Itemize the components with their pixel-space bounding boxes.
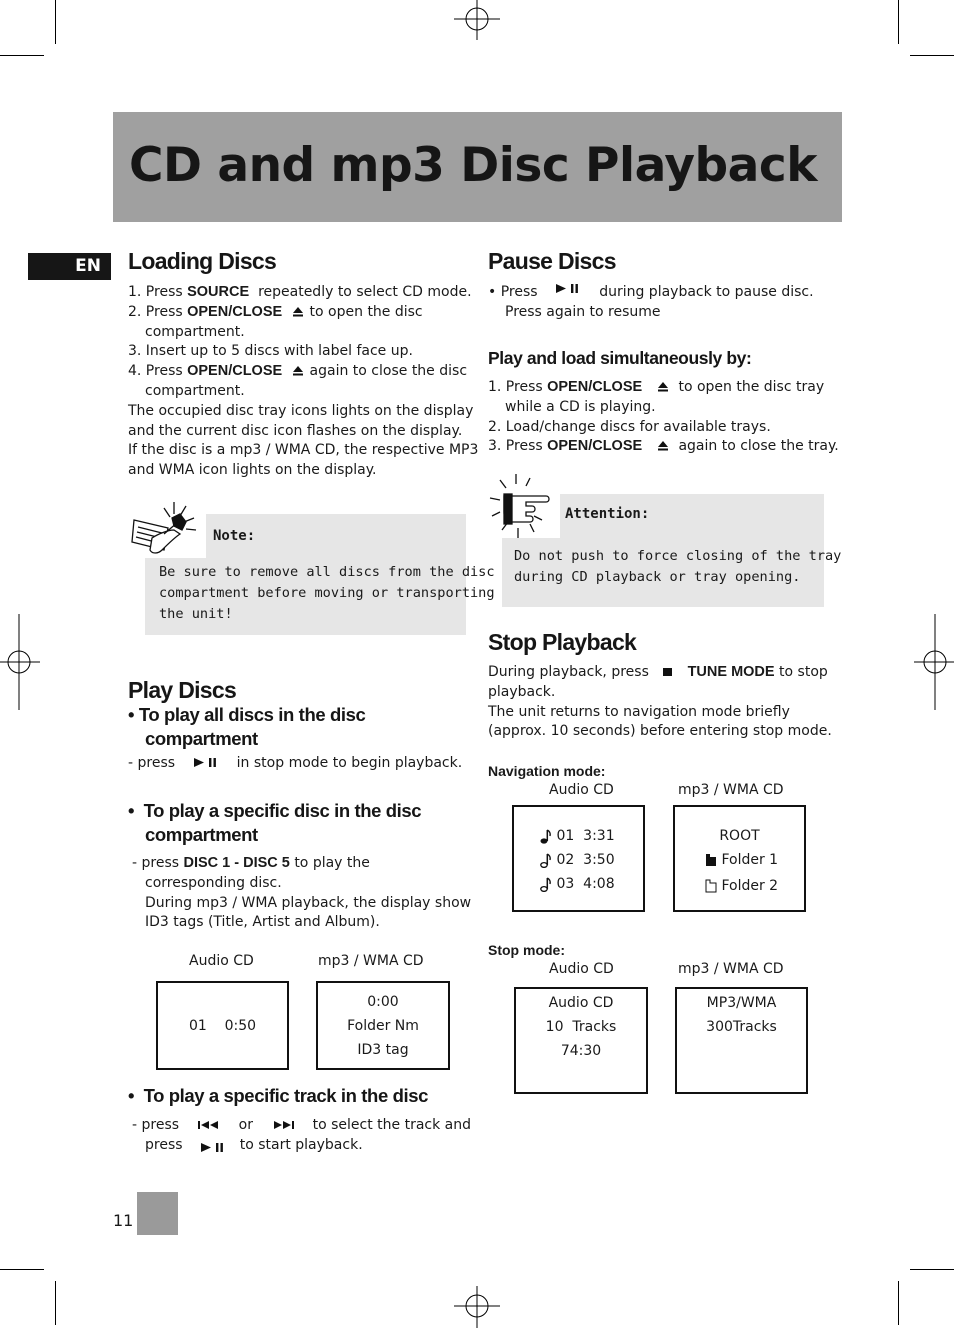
play-all-subheading [128,703,365,751]
step-text: 3. Insert up to 5 discs with label face up. [128,343,413,360]
subheading-line: • To play all discs in the disc [128,704,366,725]
folder-root-text: ROOT [719,828,760,844]
eject-icon [656,440,670,452]
track-text: 02 3:50 [556,852,615,868]
instruction-text: - press [132,855,180,871]
step-text: repeatedly to select CD mode. [258,284,472,300]
play-specific-disc-instruction [132,854,471,933]
subheading-line: compartment [145,824,258,845]
crop-mark [55,1281,56,1325]
play-load-heading: Play and load simultaneously by: [488,348,752,368]
instruction-text: or [238,1117,253,1133]
music-note-outline-icon [540,852,552,868]
play-pause-icon [193,757,219,769]
registration-mark-icon [914,614,954,710]
display-caption-mp3: mp3 / WMA CD [318,953,424,969]
display-text: Folder Nm [347,1018,419,1034]
loading-discs-steps [128,283,478,481]
display-caption-mp3: mp3 / WMA CD [678,782,784,798]
play-specific-disc-subheading [128,799,421,847]
crop-mark [910,1269,954,1270]
music-note-icon [540,828,552,844]
eject-icon [291,306,305,318]
attention-label: Attention: [565,506,650,522]
display-text: Audio CD [548,995,614,1011]
display-audio-cd [156,981,289,1070]
note-label: Note: [213,528,256,544]
play-pause-icon [200,1142,226,1154]
stop-mode-label: Stop mode: [488,942,565,958]
instruction-text: to start playback. [239,1136,363,1153]
open-close-key: OPEN/CLOSE [547,438,643,455]
note-line: compartment before moving or transporting [159,585,495,601]
instruction-text: to play the [294,855,370,871]
page-number: 11 [113,1211,134,1230]
step-text: 3. Press [488,438,543,455]
skip-forward-icon [271,1120,295,1130]
source-key: SOURCE [187,284,250,300]
instruction-text: (approx. 10 seconds) before entering stop mode. [488,723,832,740]
instruction-text: Press again to resume [505,303,661,320]
track-row [514,872,643,896]
crop-mark [910,55,954,56]
display-nav-mp3 [673,805,806,912]
instruction-text: corresponding disc. [145,874,282,891]
crop-mark [0,55,44,56]
attention-line: Do not push to force closing of the tray [514,548,842,564]
attention-line: during CD playback or tray opening. [514,569,801,585]
open-close-key: OPEN/CLOSE [187,363,283,380]
registration-mark-icon [454,0,500,46]
paragraph-line: If the disc is a mp3 / WMA CD, the respective MP3 [128,442,479,459]
folder-text: Folder 2 [721,878,779,894]
step-text: 2. Load/change discs for available trays. [488,418,771,435]
crop-mark [898,1281,899,1325]
open-close-key: OPEN/CLOSE [187,303,283,320]
play-pause-icon [555,283,581,295]
step-text: again to close the tray. [678,438,839,455]
tune-mode-key: TUNE MODE [687,664,775,680]
instruction-text: During playback, press [488,664,649,680]
stop-playback-heading: Stop Playback [488,629,637,655]
pause-discs-text [488,283,814,323]
subheading-line: To play a specific disc in the disc [143,800,422,821]
crop-mark [0,1269,44,1270]
display-text: 01 0:50 [188,1018,257,1034]
display-caption-mp3: mp3 / WMA CD [678,961,784,977]
attention-pointing-hand-icon [486,472,558,542]
step-text: to open the disc [309,303,423,320]
eject-icon [656,381,670,393]
display-nav-audio [512,805,645,912]
step-text: to open the disc tray [678,379,825,395]
play-discs-heading: Play Discs [128,677,237,703]
folder-filled-icon [705,853,717,867]
disc-keys: DISC 1 - DISC 5 [183,855,290,871]
skip-back-icon [197,1120,221,1130]
pause-discs-heading: Pause Discs [488,248,616,274]
track-text: 03 4:08 [556,876,615,892]
display-stop-audio [514,987,648,1094]
registration-mark-icon [454,1282,500,1328]
track-row [514,824,643,848]
note-line: Be sure to remove all discs from the disc [159,564,495,580]
paragraph-line: The occupied disc tray icons lights on the display [128,402,474,419]
display-stop-mp3 [675,987,808,1094]
crop-mark [55,0,56,44]
step-text: while a CD is playing. [505,398,656,415]
instruction-text: ID3 tags (Title, Artist and Album). [145,914,380,931]
track-row [514,848,643,872]
play-all-instruction [128,754,462,774]
paragraph-line: and WMA icon lights on the display. [128,462,377,479]
track-text: 01 3:31 [556,828,615,844]
display-text: 74:30 [560,1043,602,1059]
bullet: • [128,1085,135,1106]
instruction-text: - press [128,755,176,771]
eject-icon [291,365,305,377]
instruction-text: in stop mode to begin playback. [236,755,463,771]
play-specific-track-instruction [132,1116,471,1156]
note-line: the unit! [159,606,233,622]
bullet: • [128,800,135,821]
instruction-text: during playback to pause disc. [599,284,814,300]
instruction-text: - press [132,1117,180,1133]
stop-icon [662,667,674,677]
instruction-text: press [145,1136,183,1153]
step-text: 4. Press [128,363,183,380]
music-note-outline-icon [540,876,552,892]
navigation-mode-label: Navigation mode: [488,763,606,779]
title-band [113,112,842,222]
folder-row [675,848,804,872]
display-caption-audio: Audio CD [549,782,614,798]
crop-mark [898,0,899,44]
display-text: 10 Tracks [545,1019,617,1035]
step-text: 2. Press [128,303,183,320]
instruction-text: playback. [488,683,556,700]
language-tab: EN [28,253,111,280]
play-specific-track-subheading [128,1084,428,1108]
note-writing-hand-icon [128,500,204,562]
step-text: again to close the disc [309,363,468,380]
attention-text [514,546,841,588]
subheading-line: compartment [145,728,258,749]
open-close-key: OPEN/CLOSE [547,379,643,395]
loading-discs-heading: Loading Discs [128,248,277,274]
page-title: CD and mp3 Disc Playback [129,138,817,193]
step-text: 1. Press [128,284,183,300]
step-text: 1. Press [488,379,543,395]
instruction-text: to select the track and [312,1117,472,1133]
display-mp3-cd [316,981,450,1070]
instruction-text: • Press [488,284,538,300]
display-text: 0:00 [367,994,399,1010]
display-text: 300Tracks [706,1019,777,1035]
note-text [159,562,495,625]
step-text: compartment. [145,323,245,340]
instruction-text: to stop [779,664,828,680]
instruction-text: During mp3 / WMA playback, the display show [145,894,472,911]
subheading-line: To play a specific track in the disc [143,1085,429,1106]
folder-row [675,874,804,898]
display-text: ID3 tag [357,1042,409,1058]
display-caption-audio: Audio CD [189,953,254,969]
step-text: compartment. [145,382,245,399]
stop-playback-text [488,663,832,742]
play-load-steps [488,378,839,457]
folder-text: Folder 1 [721,852,779,868]
instruction-text: The unit returns to navigation mode briefly [488,703,790,720]
page-tab [137,1192,178,1235]
display-caption-audio: Audio CD [549,961,614,977]
folder-outline-icon [705,879,717,893]
registration-mark-icon [0,614,40,710]
paragraph-line: and the current disc icon flashes on the display. [128,422,463,439]
display-text: MP3/WMA [706,995,777,1011]
